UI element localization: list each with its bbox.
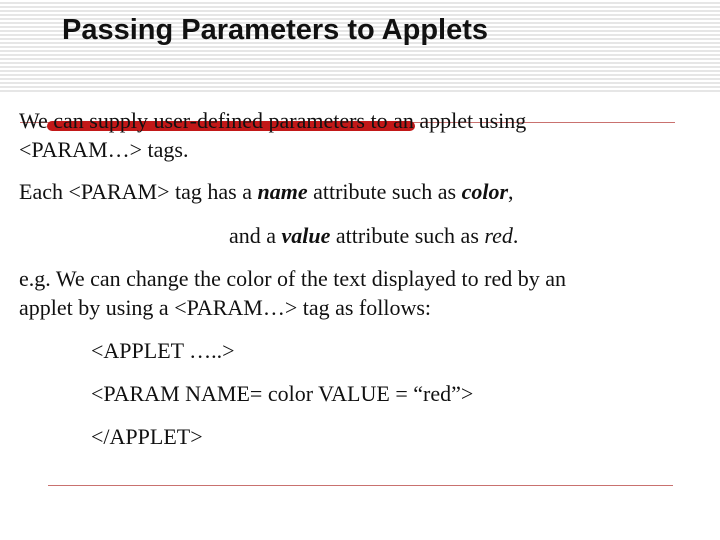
- value-attr-prefix: and a: [229, 223, 282, 248]
- name-attr-suffix: ,: [508, 179, 514, 204]
- red-keyword: red: [484, 223, 513, 248]
- color-keyword: color: [461, 179, 509, 204]
- code-line-applet-open: <APPLET …..>: [91, 338, 235, 363]
- example-line-2: applet by using a <PARAM…> tag as follows:: [19, 295, 432, 320]
- name-keyword: name: [257, 179, 308, 204]
- name-attr-mid: attribute such as: [307, 179, 462, 204]
- example-line-1: e.g. We can change the color of the text displayed to red by an: [19, 266, 567, 291]
- intro-line-1: We can supply user-defined parameters to an applet using: [19, 108, 527, 133]
- code-line-param: <PARAM NAME= color VALUE = “red”>: [91, 381, 474, 406]
- value-attribute-paragraph: [229, 221, 518, 250]
- example-paragraph: [19, 264, 566, 322]
- slide-title: Passing Parameters to Applets: [62, 14, 489, 46]
- value-keyword: value: [281, 223, 331, 248]
- bottom-divider-rule: [48, 485, 673, 486]
- intro-paragraph: [19, 106, 526, 164]
- code-line-applet-close: </APPLET>: [91, 424, 203, 449]
- name-attribute-paragraph: [19, 177, 514, 206]
- value-attr-mid: attribute such as: [330, 223, 485, 248]
- value-attr-suffix: .: [512, 223, 519, 248]
- intro-line-2: <PARAM…> tags.: [19, 137, 189, 162]
- name-attr-prefix: Each <PARAM> tag has a: [19, 179, 258, 204]
